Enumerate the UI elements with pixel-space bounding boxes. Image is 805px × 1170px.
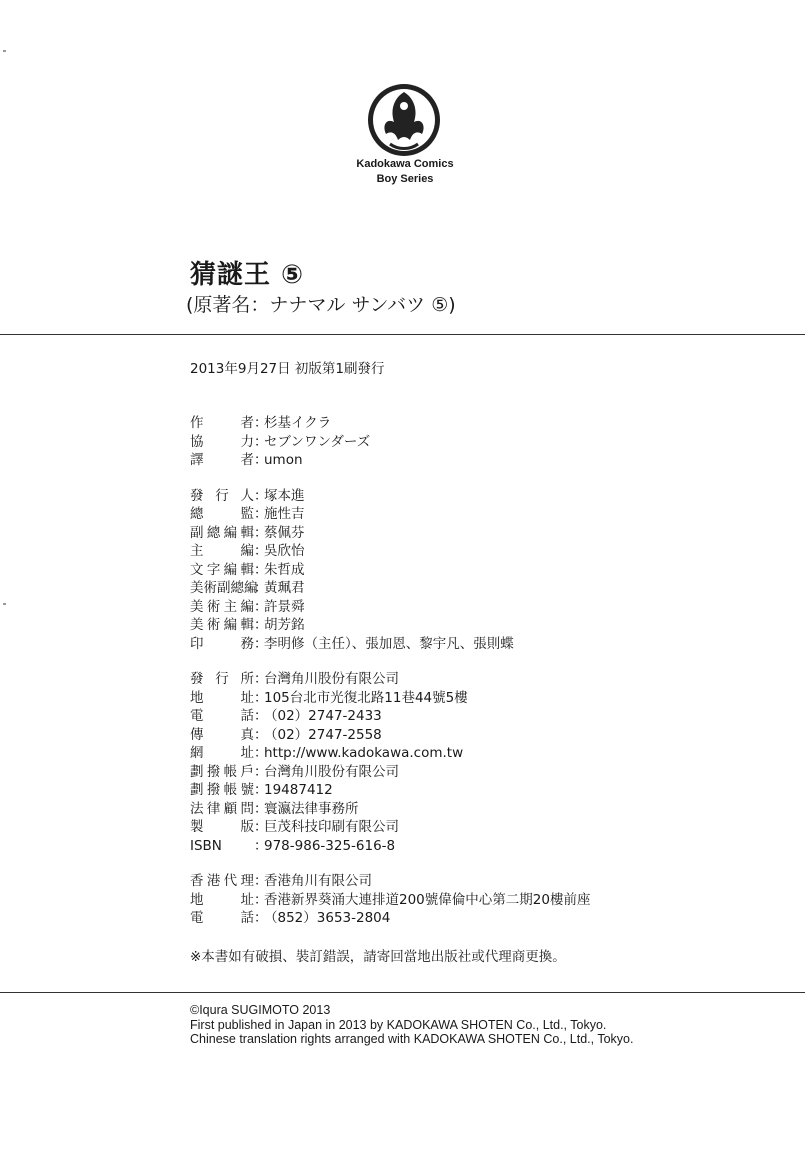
copyright-line: First published in Japan in 2013 by KADOKAWA SHOTEN Co., Ltd., Tokyo. <box>190 1017 607 1032</box>
credit-row: 美術主編 ： 許景舜 <box>190 598 305 615</box>
original-title: (原著名：ナナマル サンバツ ⑤) <box>186 294 456 316</box>
credits-block <box>190 414 590 928</box>
credit-row: 美術編輯 ： 胡芳銘 <box>190 617 305 633</box>
credit-row: 地址 ： 105台北市光復北路11巷44號5樓 <box>190 689 468 706</box>
copyright-line: Chinese translation rights arranged with KADOKAWA SHOTEN Co., Ltd., Tokyo. <box>190 1032 634 1046</box>
credit-row: 印務 ： 李明修（主任）、張加恩、黎宇凡、張則蝶 <box>190 635 514 652</box>
credit-row: 香港代理 ： 香港角川有限公司 <box>190 873 372 889</box>
divider-top <box>0 334 805 335</box>
credit-row: 傳真 ： （02）2747-2558 <box>190 726 382 743</box>
credit-row: 副總編輯 ： 蔡佩芬 <box>190 524 305 541</box>
damage-notice: ※本書如有破損、裝訂錯誤，請寄回當地出版社或代理商更換。 <box>190 949 566 965</box>
series-name: Kadokawa Comics <box>356 158 454 170</box>
credit-row: 地址 ： 香港新界葵涌大連排道200號偉倫中心第二期20樓前座 <box>190 891 591 908</box>
credit-row: 協力 ： セブンワンダーズ <box>190 433 371 450</box>
book-title: 猜謎王 ⑤ <box>190 260 305 290</box>
copyright-line: ©Iqura SUGIMOTO 2013 <box>190 1003 331 1017</box>
scan-mark <box>3 50 6 52</box>
credit-row: 電話 ： （02）2747-2433 <box>190 708 382 724</box>
series-subtitle: Boy Series <box>376 173 434 185</box>
credit-row: 劃撥帳戶 ： 台灣角川股份有限公司 <box>190 763 399 780</box>
publication-date: 2013年9月27日 初版第1刷發行 <box>190 361 385 377</box>
credit-row: 網址 ： http://www.kadokawa.com.tw <box>190 745 464 761</box>
divider-bottom <box>0 992 805 993</box>
credit-row: 主編 ： 吳欣怡 <box>190 543 305 559</box>
credit-row: 文字編輯 ： 朱哲成 <box>190 561 305 578</box>
credit-row: 製版 ： 巨茂科技印刷有限公司 <box>190 819 399 835</box>
credit-row: 電話 ： （852）3653-2804 <box>190 910 391 926</box>
copyright-block <box>190 1003 633 1047</box>
credit-row: 譯者 ： umon <box>190 452 303 468</box>
credit-row: 發行所 ： 台灣角川股份有限公司 <box>190 671 399 687</box>
credit-row: 法律顧問 ： 寰瀛法律事務所 <box>190 800 359 817</box>
credit-row: 劃撥帳號 ： 19487412 <box>190 782 333 798</box>
credit-row: 總監 ： 施性吉 <box>190 506 305 522</box>
credit-row: ISBN ： 978-986-325-616-8 <box>190 837 396 854</box>
scan-mark <box>3 603 6 605</box>
credit-row: 發行人 ： 塚本進 <box>190 487 305 504</box>
phoenix-crest-icon <box>364 80 444 160</box>
credit-row: 美術副總編 ： 黃珮君 <box>190 580 305 596</box>
credit-row: 作者 ： 杉基イクラ <box>190 415 332 431</box>
